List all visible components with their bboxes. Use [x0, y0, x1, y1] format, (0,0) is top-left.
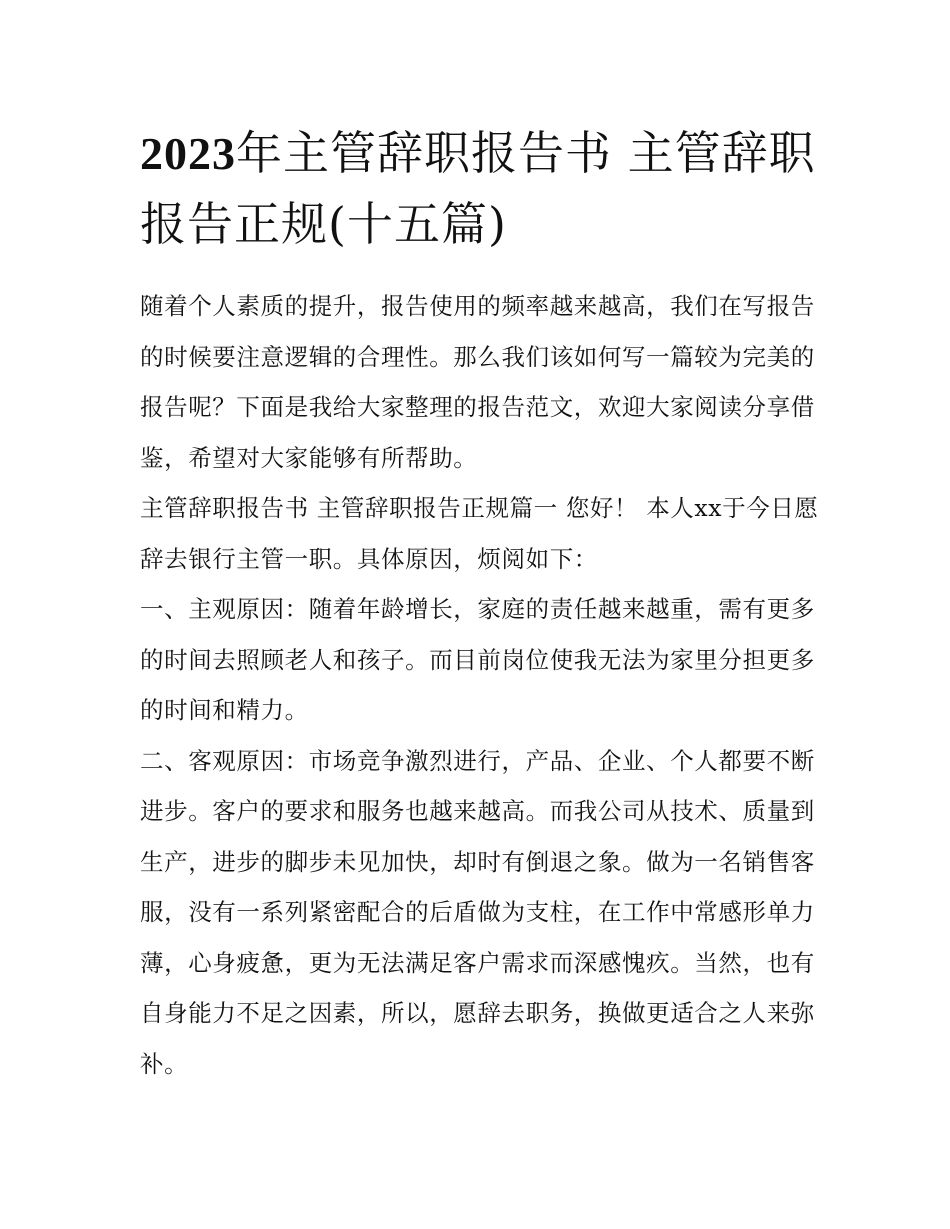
title-year: 2023 — [140, 128, 236, 179]
paragraph-intro: 随着个人素质的提升，报告使用的频率越来越高，我们在写报告的时候要注意逻辑的合理性。那么我们该如何写一篇较为完美的报告呢？下面是我给大家整理的报告范文，欢迎大家阅读分享借鉴，希望对大家能够有所帮助。 — [140, 292, 815, 472]
document-title — [140, 118, 820, 259]
paragraph-greeting: 主管辞职报告书 主管辞职报告正规篇一 您好！ 本人xx于今日愿辞去银行主管一职。具体原因，烦阅如下： — [140, 494, 819, 573]
paragraph-objective-reason: 二、客观原因：市场竞争激烈进行，产品、企业、个人都要不断进步。客户的要求和服务也越来越高。而我公司从技术、质量到生产，进步的脚步未见加快，却时有倒退之象。做为一名销售客服，没有一系列紧密配合的后盾做为支柱，在工作中常感形单力薄，心身疲惫，更为无法满足客户需求而深感愧疚。当然，也有自身能力不足之因素，所以，愿辞去职务，换做更适合之人来弥补。 — [140, 746, 815, 1078]
document-body — [140, 281, 820, 1089]
paragraph-subjective-reason: 一、主观原因：随着年龄增长，家庭的责任越来越重，需有更多的时间去照顾老人和孩子。而目前岗位使我无法为家里分担更多的时间和精力。 — [140, 595, 815, 724]
title-text: 年主管辞职报告书 主管辞职报告正规(十五篇) — [140, 126, 816, 251]
